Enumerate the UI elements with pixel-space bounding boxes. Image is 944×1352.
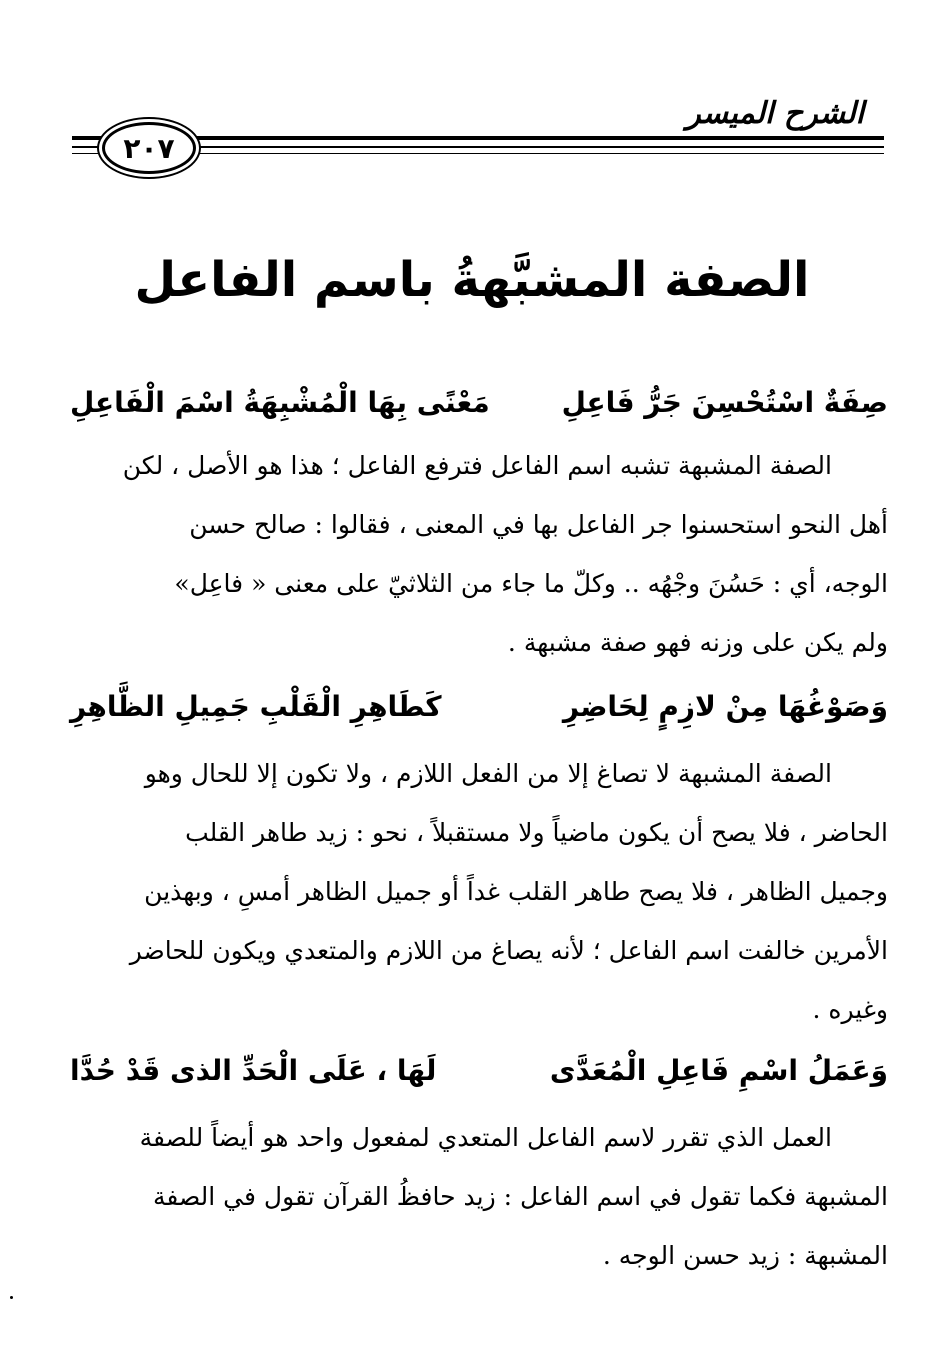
explanation-3	[70, 1108, 888, 1285]
verse-3-first-hemistich: وَعَمَلُ اسْمِ فَاعِلِ الْمُعَدَّى	[549, 1054, 888, 1087]
explanation-1-line: ولم يكن على وزنه فهو صفة مشبهة .	[507, 628, 888, 657]
margin-dot	[10, 1296, 13, 1299]
explanation-2-line: وغيره .	[812, 995, 888, 1024]
explanation-1-line: الصفة المشبهة تشبه اسم الفاعل فترفع الفاعل ؛ هذا هو الأصل ، لكن	[122, 451, 832, 480]
verse-1-first-hemistich: صِفَةٌ اسْتُحْسِنَ جَرُّ فَاعِلِ	[561, 386, 888, 419]
verse-2-first-hemistich: وَصَوْغُهَا مِنْ لازِمٍ لِحَاضِرِ	[562, 690, 888, 723]
verse-1	[70, 378, 888, 428]
verse-3-second-hemistich: لَهَا ، عَلَى الْحَدِّ الذى قَدْ حُدَّا	[70, 1054, 437, 1087]
explanation-3-line: المشبهة : زيد حسن الوجه .	[602, 1241, 888, 1270]
verse-2	[70, 682, 888, 732]
explanation-2-line: الأمرين خالفت اسم الفاعل ؛ لأنه يصاغ من اللازم والمتعدي ويكون للحاضر	[129, 936, 888, 965]
chapter-title: الصفة المشبَّهةُ باسم الفاعل	[134, 252, 810, 308]
verse-3	[70, 1046, 888, 1096]
explanation-3-line: المشبهة فكما تقول في اسم الفاعل : زيد حافظُ القرآن تقول في الصفة	[152, 1182, 888, 1211]
explanation-1-line: الوجه، أي : حَسُنَ وجْهُه .. وكلّ ما جاء من الثلاثيّ على معنى « فاعِل»	[174, 569, 888, 598]
explanation-1	[70, 436, 888, 672]
page-number: ٢٠٧	[102, 122, 196, 174]
explanation-2	[70, 744, 888, 1039]
explanation-2-line: الصفة المشبهة لا تصاغ إلا من الفعل اللازم ، ولا تكون إلا للحال وهو	[144, 759, 832, 788]
explanation-2-line: وجميل الظاهر ، فلا يصح طاهر القلب غداً أو جميل الظاهر أمسِ ، وبهذين	[144, 877, 888, 906]
explanation-3-line: العمل الذي تقرر لاسم الفاعل المتعدي لمفعول واحد هو أيضاً للصفة	[139, 1123, 832, 1152]
verse-1-second-hemistich: مَعْنًى بِهَا الْمُشْبِهَةُ اسْمَ الْفَاعِلِ	[70, 386, 490, 419]
explanation-2-line: الحاضر ، فلا يصح أن يكون ماضياً ولا مستقبلاً ، نحو : زيد طاهر القلب	[185, 818, 888, 847]
verse-2-second-hemistich: كَطَاهِرِ الْقَلْبِ جَمِيلِ الظَّاهِرِ	[70, 690, 442, 723]
book-title: الشرح الميسر	[686, 96, 864, 131]
explanation-1-line: أهل النحو استحسنوا جر الفاعل بها في المعنى ، فقالوا : صالح حسن	[189, 510, 888, 539]
